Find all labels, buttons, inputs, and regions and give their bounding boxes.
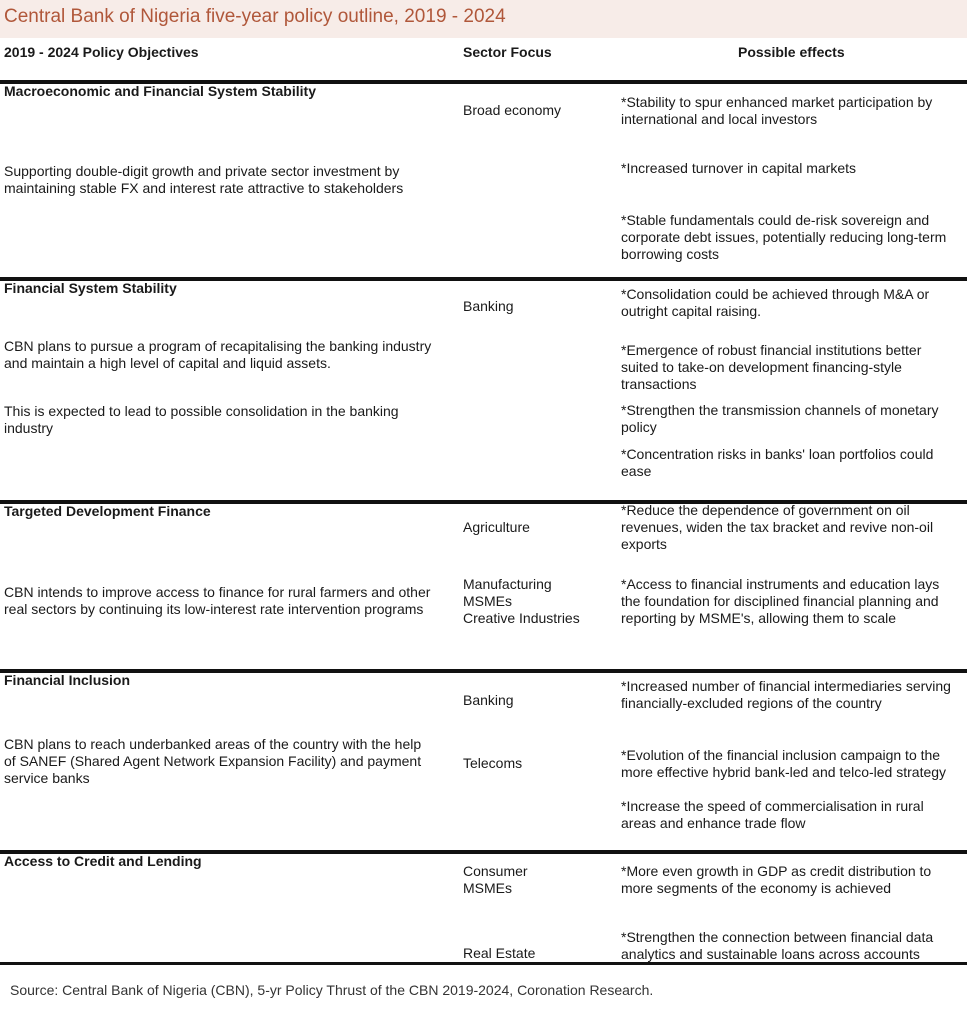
sector-label: Manufacturing MSMEs Creative Industries xyxy=(463,576,580,626)
header-possible-effects: Possible effects xyxy=(738,44,845,60)
objective-text: CBN intends to improve access to finance for rural farmers and other real sectors by continuing its low-interest rate intervention programs xyxy=(4,584,431,617)
effect-text: *More even growth in GDP as credit distribution to more segments of the economy is achieved xyxy=(621,863,932,896)
effect-text: *Consolidation could be achieved through M&A or outright capital raising. xyxy=(621,286,930,319)
section-heading: Financial Inclusion xyxy=(4,672,131,688)
sector-label: Agriculture xyxy=(463,519,530,535)
header-objectives: 2019 - 2024 Policy Objectives xyxy=(4,44,199,60)
effect-text: *Concentration risks in banks' loan portfolios could ease xyxy=(621,446,934,479)
effect-text: *Evolution of the financial inclusion campaign to the more effective hybrid bank-led and telco-led strategy xyxy=(621,747,947,780)
sector-label: Banking xyxy=(463,298,514,314)
effect-text: *Increased number of financial intermediaries serving financially-excluded regions of the country xyxy=(621,678,951,711)
effect-text: *Emergence of robust financial institutions better suited to take-on development financing-style transactions xyxy=(621,342,922,392)
effect-text: *Strengthen the transmission channels of monetary policy xyxy=(621,402,939,435)
effect-text: *Increase the speed of commercialisation in rural areas and enhance trade flow xyxy=(621,798,924,831)
effect-text: *Access to financial instruments and education lays the foundation for disciplined financial planning and reporting by MSME's, allowing them to scale xyxy=(621,576,940,626)
sector-label: Real Estate xyxy=(463,945,536,961)
sector-label: Broad economy xyxy=(463,102,562,118)
table-bottom-rule xyxy=(0,962,967,965)
section-heading: Macroeconomic and Financial System Stability xyxy=(4,83,316,99)
sector-label: Consumer MSMEs xyxy=(463,863,528,896)
effect-text: *Increased turnover in capital markets xyxy=(621,160,856,176)
page-title: Central Bank of Nigeria five-year policy outline, 2019 - 2024 xyxy=(4,6,506,27)
section-heading: Targeted Development Finance xyxy=(4,503,211,519)
section-divider xyxy=(0,669,967,673)
sector-label: Telecoms xyxy=(463,755,523,771)
effect-text: *Reduce the dependence of government on oil revenues, widen the tax bracket and revive non-oil exports xyxy=(621,502,934,552)
sector-label: Banking xyxy=(463,692,514,708)
objective-text: This is expected to lead to possible consolidation in the banking industry xyxy=(4,403,399,436)
objective-text: CBN plans to pursue a program of recapitalising the banking industry and maintain a high level of capital and liquid assets. xyxy=(4,338,432,371)
objective-text: CBN plans to reach underbanked areas of the country with the help of SANEF (Shared Agent Network Expansion Facility) and payment service banks xyxy=(4,736,422,786)
header-sector-focus: Sector Focus xyxy=(463,44,552,60)
source-note: Source: Central Bank of Nigeria (CBN), 5-yr Policy Thrust of the CBN 2019-2024, Coronation Research. xyxy=(10,982,654,998)
effect-text: *Stable fundamentals could de-risk sovereign and corporate debt issues, potentially reducing long-term borrowing costs xyxy=(621,212,947,262)
effect-text: *Stability to spur enhanced market participation by international and local investors xyxy=(621,94,933,127)
effect-text: *Strengthen the connection between financial data analytics and sustainable loans across accounts xyxy=(621,929,934,962)
section-heading: Access to Credit and Lending xyxy=(4,853,202,869)
section-heading: Financial System Stability xyxy=(4,280,177,296)
objective-text: Supporting double-digit growth and private sector investment by maintaining stable FX and interest rate attractive to stakeholders xyxy=(4,163,404,196)
